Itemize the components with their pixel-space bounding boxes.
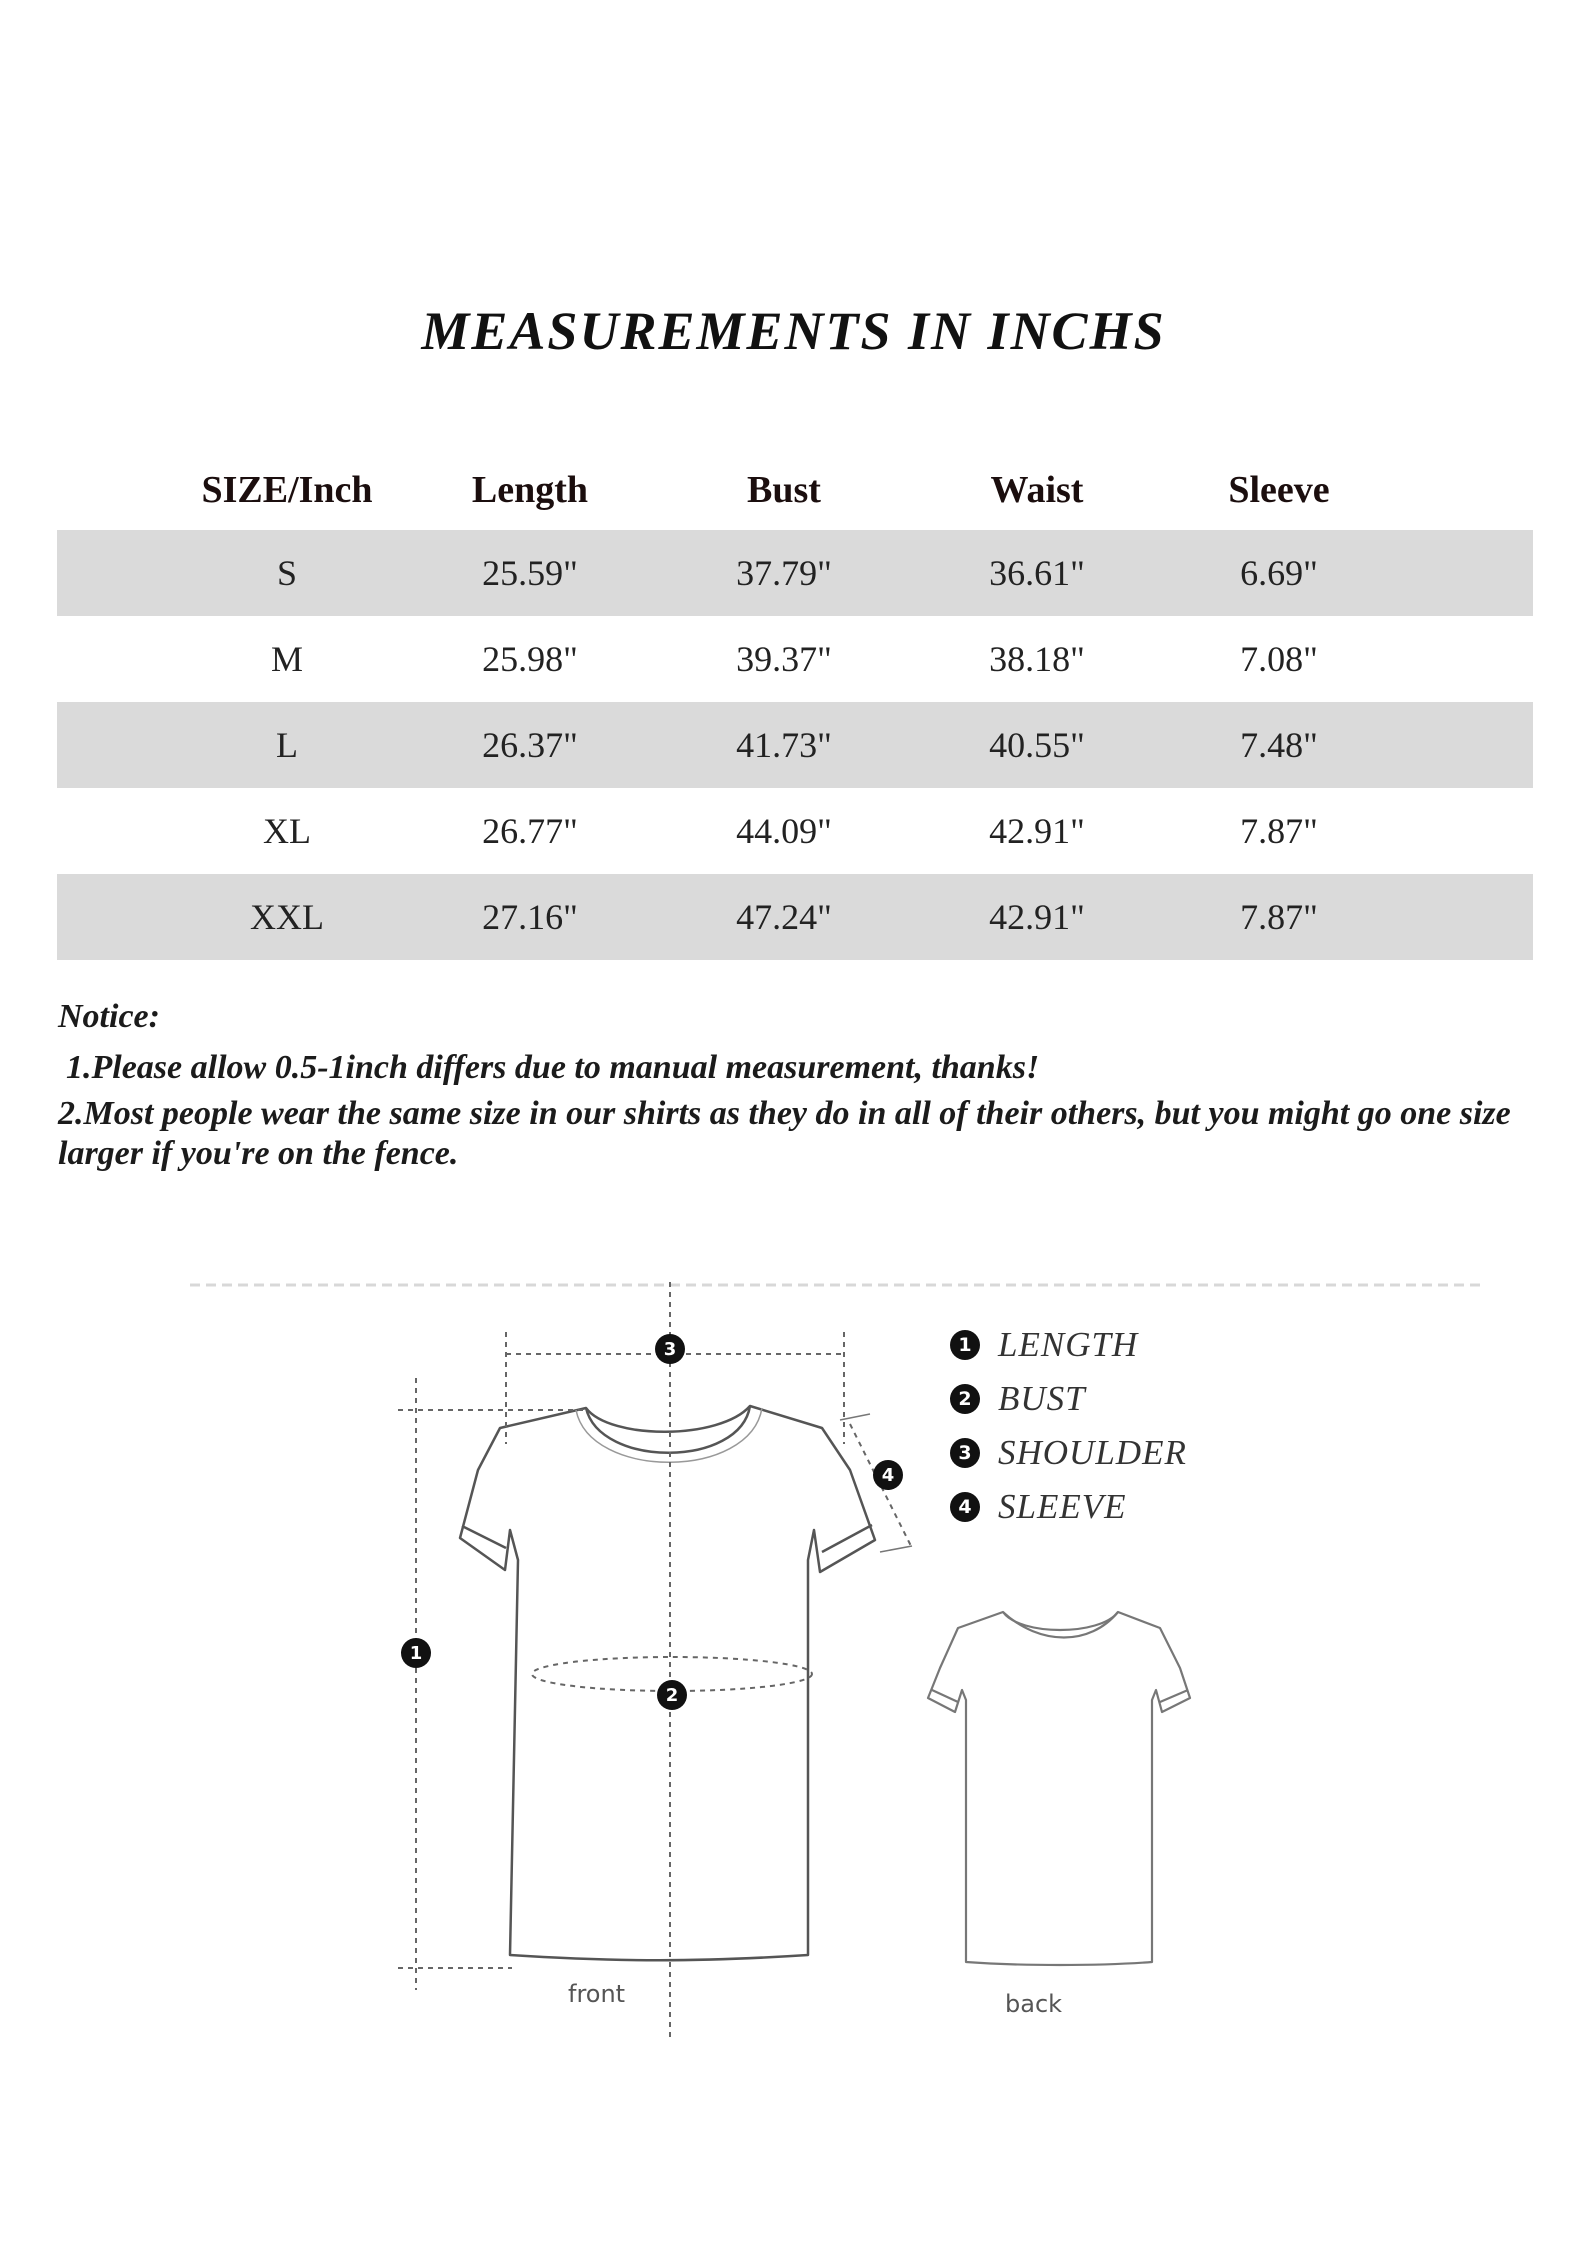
number-2-icon: 2: [950, 1384, 980, 1414]
notice-line-1: 1.Please allow 0.5-1inch differs due to manual measurement, thanks!: [66, 1049, 1040, 1086]
table-cell: 7.08": [1240, 639, 1318, 679]
table-cell: M: [270, 639, 303, 679]
table-cell: 42.91": [989, 811, 1085, 851]
table-cell: 25.98": [482, 639, 578, 679]
table-row: [57, 702, 1533, 788]
table-cell: 6.69": [1240, 553, 1318, 593]
legend-label: BUST: [998, 1379, 1086, 1418]
table-cell: 7.87": [1240, 811, 1318, 851]
back-shirt-outline: [928, 1612, 1190, 1965]
header-bust: Bust: [747, 469, 821, 511]
table-cell: 7.87": [1240, 897, 1318, 937]
table-cell: 41.73": [736, 725, 832, 765]
table-cell: 44.09": [736, 811, 832, 851]
legend-item-shoulder: [950, 1426, 1187, 1480]
table-cell: 36.61": [989, 553, 1085, 593]
table-header: [57, 450, 1533, 530]
sleeve-marker: 4: [873, 1460, 903, 1490]
table-cell: XXL: [250, 897, 324, 937]
page-title: MEASUREMENTS IN INCHS: [421, 301, 1166, 361]
size-table: [57, 450, 1533, 960]
notice-heading: Notice:: [58, 998, 160, 1035]
notice-line-2: 2.Most people wear the same size in our shirts as they do in all of their others, but you might go one size larger if you're on the fence.: [58, 1095, 1511, 1172]
table-cell: XL: [263, 811, 311, 851]
legend-label: SLEEVE: [998, 1487, 1127, 1526]
legend-item-bust: [950, 1372, 1187, 1426]
diagram-legend: [950, 1318, 1187, 1534]
table-cell: S: [276, 553, 298, 593]
table-row: [57, 530, 1533, 616]
number-4-icon: 4: [950, 1492, 980, 1522]
table-row: [57, 788, 1533, 874]
table-row: [57, 874, 1533, 960]
table-cell: 39.37": [736, 639, 832, 679]
front-label: front: [568, 1980, 626, 2008]
table-cell: 40.55": [989, 725, 1085, 765]
length-marker: 1: [401, 1638, 431, 1668]
table-row: [57, 616, 1533, 702]
legend-item-sleeve: [950, 1480, 1187, 1534]
table-cell: 47.24": [736, 897, 832, 937]
table-cell: 27.16": [482, 897, 578, 937]
legend-label: SHOULDER: [998, 1433, 1187, 1472]
bust-marker: 2: [657, 1680, 687, 1710]
table-cell: 26.77": [482, 811, 578, 851]
table-cell: L: [276, 725, 298, 765]
table-cell: 7.48": [1240, 725, 1318, 765]
shoulder-marker: 3: [655, 1334, 685, 1364]
header-size: SIZE/Inch: [201, 469, 373, 511]
legend-item-length: [950, 1318, 1187, 1372]
garment-diagram: [0, 1260, 1587, 2060]
number-1-icon: 1: [950, 1330, 980, 1360]
table-cell: 25.59": [482, 553, 578, 593]
table-cell: 42.91": [989, 897, 1085, 937]
header-length: Length: [471, 469, 589, 511]
header-waist: Waist: [990, 469, 1084, 511]
number-3-icon: 3: [950, 1438, 980, 1468]
measure-guides: [398, 1282, 912, 2040]
legend-label: LENGTH: [998, 1325, 1139, 1364]
back-label: back: [1005, 1990, 1063, 2018]
header-sleeve: Sleeve: [1228, 469, 1330, 511]
table-cell: 37.79": [736, 553, 832, 593]
table-cell: 26.37": [482, 725, 578, 765]
table-cell: 38.18": [989, 639, 1085, 679]
